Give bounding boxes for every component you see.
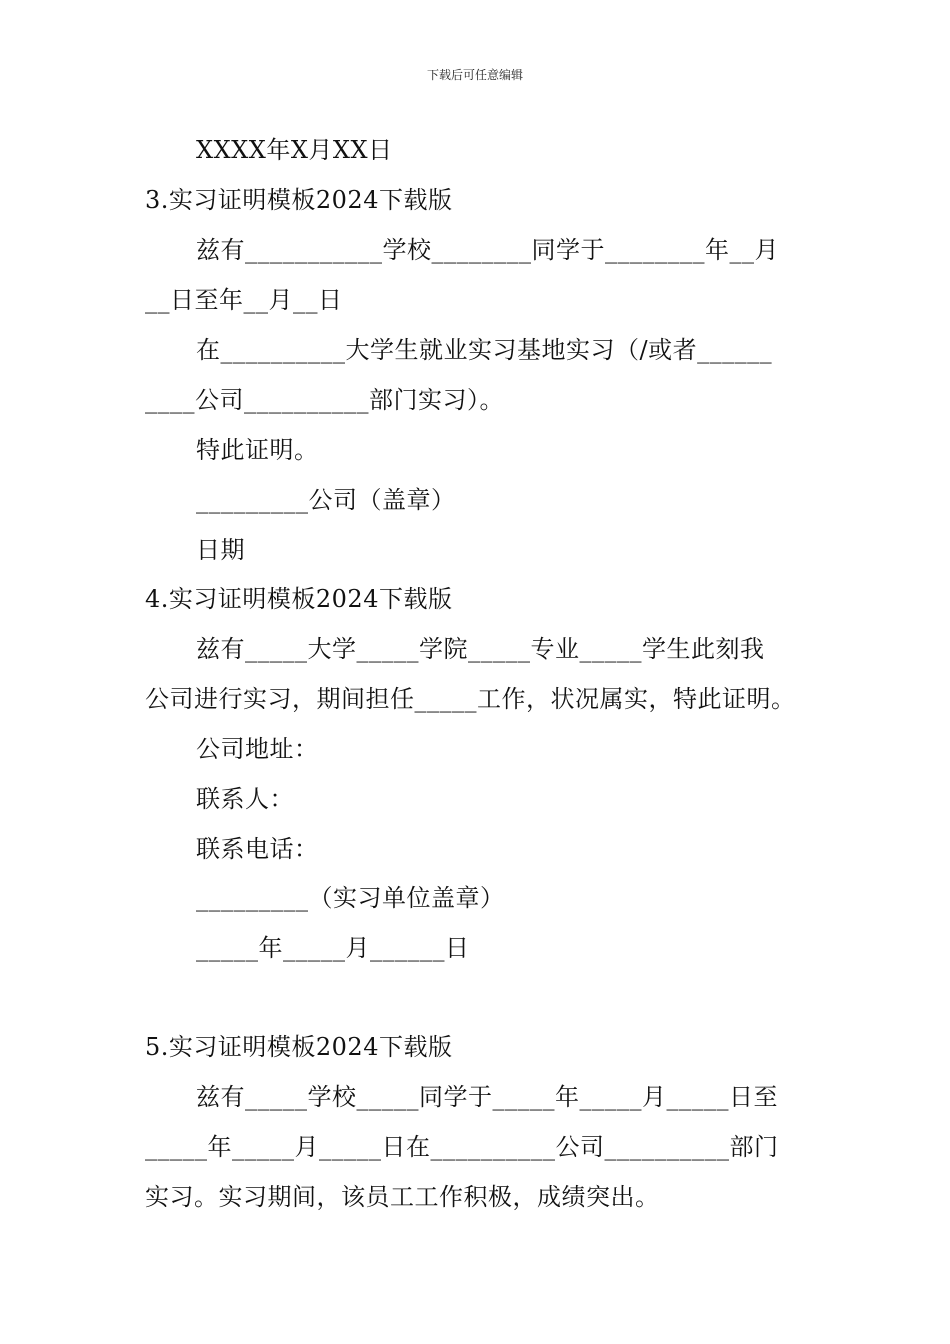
paragraph-line: 兹有_____大学_____学院_____专业_____学生此刻我 [196, 635, 765, 663]
contact-phone-label: 联系电话： [196, 835, 319, 863]
contact-person-label: 联系人： [196, 785, 294, 813]
section-heading-4: 4.实习证明模板2024下载版 [145, 585, 453, 613]
paragraph-line: 实习。实习期间，该员工工作积极，成绩突出。 [145, 1183, 660, 1211]
paragraph-line: 兹有_____学校_____同学于_____年_____月_____日至 [196, 1083, 778, 1111]
paragraph-line: 兹有___________学校________同学于________年__月 [196, 236, 779, 264]
section-heading-3: 3.实习证明模板2024下载版 [145, 186, 453, 214]
page-header: 下载后可任意编辑 [426, 68, 523, 82]
section-heading-5: 5.实习证明模板2024下载版 [145, 1033, 453, 1061]
date-label: 日期 [196, 536, 245, 564]
paragraph-line: _____年_____月_____日在__________公司__________部门 [145, 1133, 779, 1161]
paragraph-line: ____公司__________部门实习）。 [145, 386, 504, 414]
paragraph-line: 公司进行实习，期间担任_____工作，状况属实，特此证明。 [145, 685, 796, 713]
paragraph-line: 在__________大学生就业实习基地实习（/或者______ [196, 336, 773, 364]
paragraph-line: __日至年__月__日 [145, 286, 343, 314]
signature-line: _________（实习单位盖章） [196, 884, 505, 912]
date-line: XXXX年X月XX日 [196, 136, 393, 164]
company-address-label: 公司地址： [196, 735, 319, 763]
date-line: _____年_____月______日 [196, 934, 470, 962]
signature-line: _________公司（盖章） [196, 486, 456, 514]
paragraph-line: 特此证明。 [196, 436, 319, 464]
